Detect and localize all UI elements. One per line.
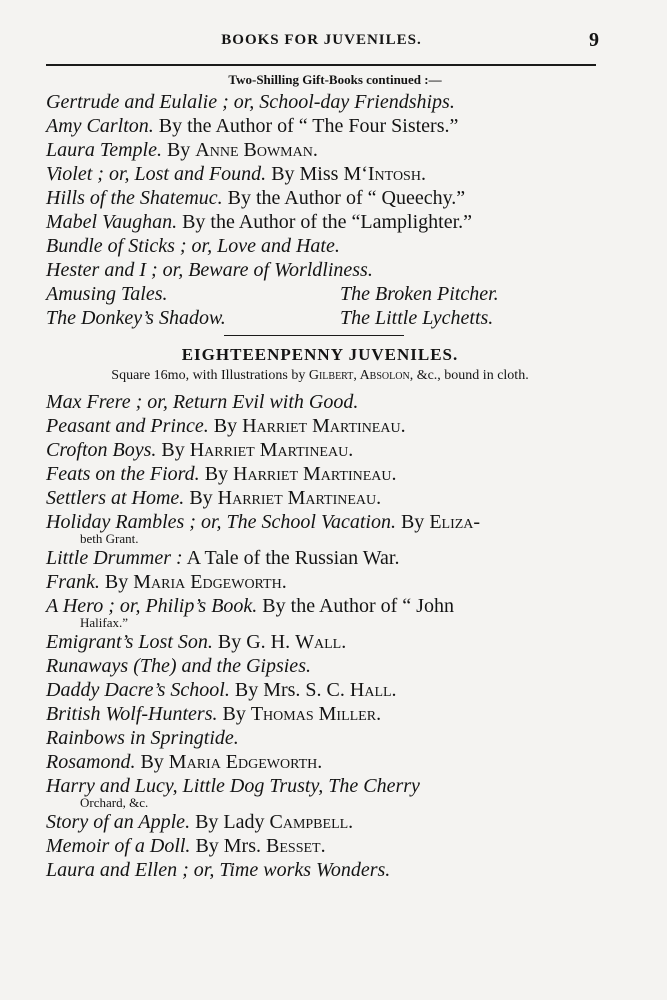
book-entry [46,186,594,210]
book-entry [46,510,594,546]
book-entry [46,726,594,750]
book-entry [46,810,594,834]
book-author: Besset. [266,835,326,857]
book-entry [46,462,594,486]
book-title: Hester and I ; or, Beware of Worldliness. [46,259,373,281]
book-title: Crofton Boys. [46,439,157,461]
book-author: Harriet Martineau. [242,415,406,437]
book-title-right: The Little Lychetts. [340,307,494,329]
book-entry [46,630,594,654]
book-byline: By [135,751,169,773]
book-entry [46,258,594,282]
book-title: Holiday Rambles ; or, The School Vacation. [46,511,396,533]
book-byline: By Miss [266,163,344,185]
book-title: Hills of the Shatemuc. [46,187,223,209]
book-entry [46,390,594,414]
section-title: EIGHTEENPENNY JUVENILES. [181,345,459,364]
book-author: M‘Intosh. [343,163,426,185]
book-entry [46,654,594,678]
book-author: Thomas Miller. [250,703,382,725]
book-entry [46,234,594,258]
book-title: Emigrant’s Lost Son. [46,631,213,653]
book-entry [46,678,594,702]
book-entry [46,750,594,774]
book-title: Runaways (The) and the Gipsies. [46,655,311,677]
book-entry [46,486,594,510]
continued-heading: Two-Shilling Gift-Books continued :— [228,72,442,87]
book-byline: By [395,511,430,533]
book-title: Rosamond. [46,751,136,773]
book-byline: By the Author of “ The Four Sisters.” [153,115,459,137]
page-content [46,70,594,882]
book-entry [46,834,594,858]
page-header [46,29,599,54]
header-rule [46,64,596,66]
book-entry [46,702,594,726]
book-title: Harry and Lucy, Little Dog Trusty, The Cherry [46,775,420,797]
book-title: Story of an Apple. [46,811,191,833]
running-title: BOOKS FOR JUVENILES. [221,32,422,48]
book-entry [46,774,594,810]
two-column-list [46,282,594,330]
section-note-text: Square 16mo, with Illustrations by [111,368,309,383]
book-title: Settlers at Home. [46,487,185,509]
book-title: British Wolf-Hunters. [46,703,218,725]
book-title: Laura and Ellen ; or, Time works Wonders. [46,859,391,881]
book-byline: By Lady [190,811,270,833]
book-title: A Hero ; or, Philip’s Book. [46,595,258,617]
section-note-binding: &c., bound in cloth. [413,368,529,383]
book-entry [46,414,594,438]
book-author: Hall. [349,679,397,701]
book-author: Maria Edgeworth. [133,571,287,593]
book-title: Peasant and Prince. [46,415,209,437]
book-title: Little Drummer : [46,547,183,569]
section-rule [224,335,404,336]
book-byline: By [156,439,190,461]
book-author: Harriet Martineau. [217,487,382,509]
book-title: Max Frere ; or, Return Evil with Good. [46,391,359,413]
book-byline: By the Author of the “Lamplighter.” [177,211,473,233]
section-note-illustrators: Gilbert, Absolon, [308,368,414,383]
book-title: Bundle of Sticks ; or, Love and Hate. [46,235,340,257]
book-title: Mabel Vaughan. [46,211,178,233]
book-entry [46,90,594,114]
book-title-left: The Donkey’s Shadow. [46,307,226,329]
book-author: Anne Bowman. [195,139,318,161]
book-byline: By G. H. [212,631,296,653]
two-column-row [46,282,594,306]
book-byline: By Mrs. S. C. [229,679,350,701]
book-author: Eliza- [429,511,481,533]
book-byline: By [208,415,243,437]
book-title: Daddy Dacre’s School. [46,679,230,701]
book-byline: By the Author of “ John [257,595,454,617]
book-title: Rainbows in Springtide. [46,727,239,749]
book-entry [46,546,594,570]
book-author: Harriet Martineau. [233,463,397,485]
book-entry [46,594,594,630]
book-byline: By [199,463,234,485]
book-title: Gertrude and Eulalie ; or, School-day Friendships. [46,91,455,113]
book-entry [46,438,594,462]
book-title: Memoir of a Doll. [46,835,191,857]
book-title: Feats on the Fiord. [46,463,200,485]
book-byline: By the Author of “ Queechy.” [222,187,466,209]
book-byline: By [184,487,218,509]
section-note [46,368,594,384]
book-byline: A Tale of the Russian War. [182,547,400,569]
two-column-row [46,306,594,330]
book-byline: By [217,703,251,725]
book-entry [46,138,594,162]
book-byline: By [99,571,134,593]
book-entry [46,162,594,186]
book-title: Violet ; or, Lost and Found. [46,163,267,185]
book-byline: By [161,139,196,161]
book-entry [46,114,594,138]
book-entry-continuation: Halifax.” [80,615,129,630]
book-author: Wall. [295,631,347,653]
page-number: 9 [589,29,599,51]
book-title: Laura Temple. [46,139,162,161]
book-entry-continuation: beth Grant. [80,531,139,546]
two-shilling-list [46,90,594,282]
eighteenpenny-list [46,390,594,882]
book-title-right: The Broken Pitcher. [340,283,499,305]
book-author: Maria Edgeworth. [168,751,323,773]
book-title-left: Amusing Tales. [46,283,168,305]
book-byline: By Mrs. [190,835,267,857]
book-author: Harriet Martineau. [189,439,354,461]
book-entry [46,570,594,594]
book-entry [46,210,594,234]
book-entry [46,858,594,882]
book-title: Frank. [46,571,100,593]
book-author: Campbell. [269,811,354,833]
book-entry-continuation: Orchard, &c. [80,795,149,810]
book-title: Amy Carlton. [46,115,154,137]
